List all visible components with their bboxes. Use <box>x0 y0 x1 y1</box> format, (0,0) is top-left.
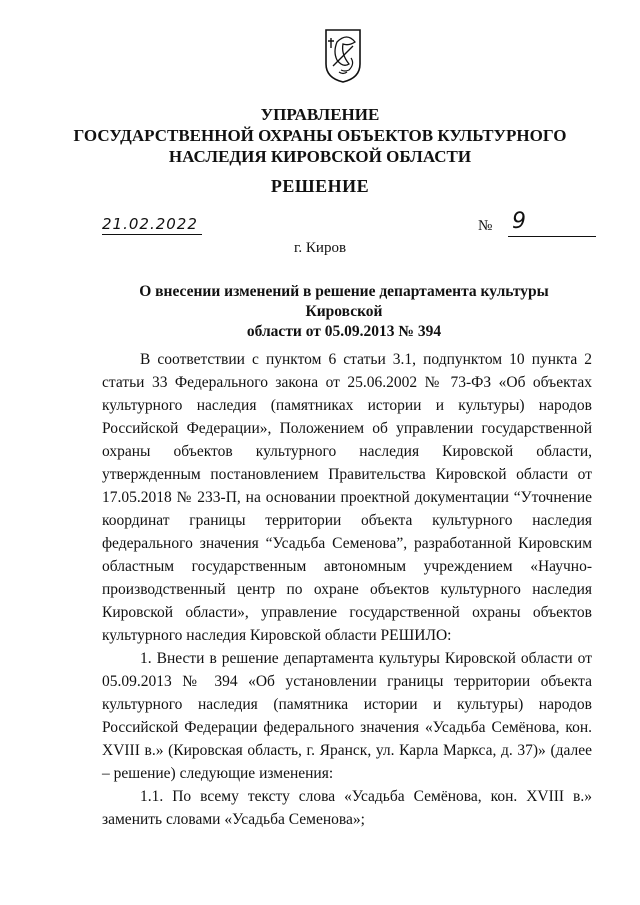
subject-line: области от 05.09.2013 № 394 <box>246 323 442 340</box>
document-type: РЕШЕНИЕ <box>270 176 370 196</box>
kirov-coat-of-arms-icon <box>323 28 363 84</box>
number-label: № <box>478 218 493 234</box>
body-paragraph: 1. Внести в решение департамента культуры Кировской области от 05.09.2013 № 394 «Об установлении границы территории объекта культурного наследия (памятника истории и культуры) народов Российской Федерации федерального значения «Усадьба Семёнова, кон. XVIII в.» (Кировская область, г. Яранск, ул. Карла Маркса, д. 37)» (далее – решение) следующие изменения: <box>102 650 592 782</box>
body-paragraph: 1.1. По всему тексту слова «Усадьба Семёнова, кон. XVIII в.» заменить словами «Усадьба Семенова»; <box>102 788 592 828</box>
document-subject <box>102 282 586 342</box>
subject-line: О внесении изменений в решение департамента культуры Кировской <box>139 283 549 320</box>
agency-title-line: ГОСУДАРСТВЕННОЙ ОХРАНЫ ОБЪЕКТОВ КУЛЬТУРНОГО <box>73 126 567 145</box>
city: г. Киров <box>293 240 347 256</box>
agency-title-line: НАСЛЕДИЯ КИРОВСКОЙ ОБЛАСТИ <box>168 147 472 166</box>
agency-title-line: УПРАВЛЕНИЕ <box>260 105 380 124</box>
document-number: 9 <box>508 208 596 237</box>
document-date: 21.02.2022 <box>102 214 202 235</box>
agency-title <box>0 104 640 167</box>
document-body <box>102 348 592 831</box>
body-paragraph: В соответствии с пунктом 6 статьи 3.1, подпунктом 10 пункта 2 статьи 33 Федерального закона от 25.06.2002 № 73-ФЗ «Об объектах культурного наследия (памятниках истории и культуры) народов Российской Федерации», Положением об управлении государственной охраны объектов культурного наследия Кировской области, утвержденным постановлением Правительства Кировской области от 17.05.2018 № 233-П, на основании проектной документации “Уточнение координат границы территории объекта культурного наследия федерального значения “Усадьба Семенова”, разработанной Кировским областным государственным автономным учреждением «Научно-производственный центр по охране объектов культурного наследия Кировской области», управление государственной охраны объектов культурного наследия Кировской области РЕШИЛО: <box>102 351 592 644</box>
